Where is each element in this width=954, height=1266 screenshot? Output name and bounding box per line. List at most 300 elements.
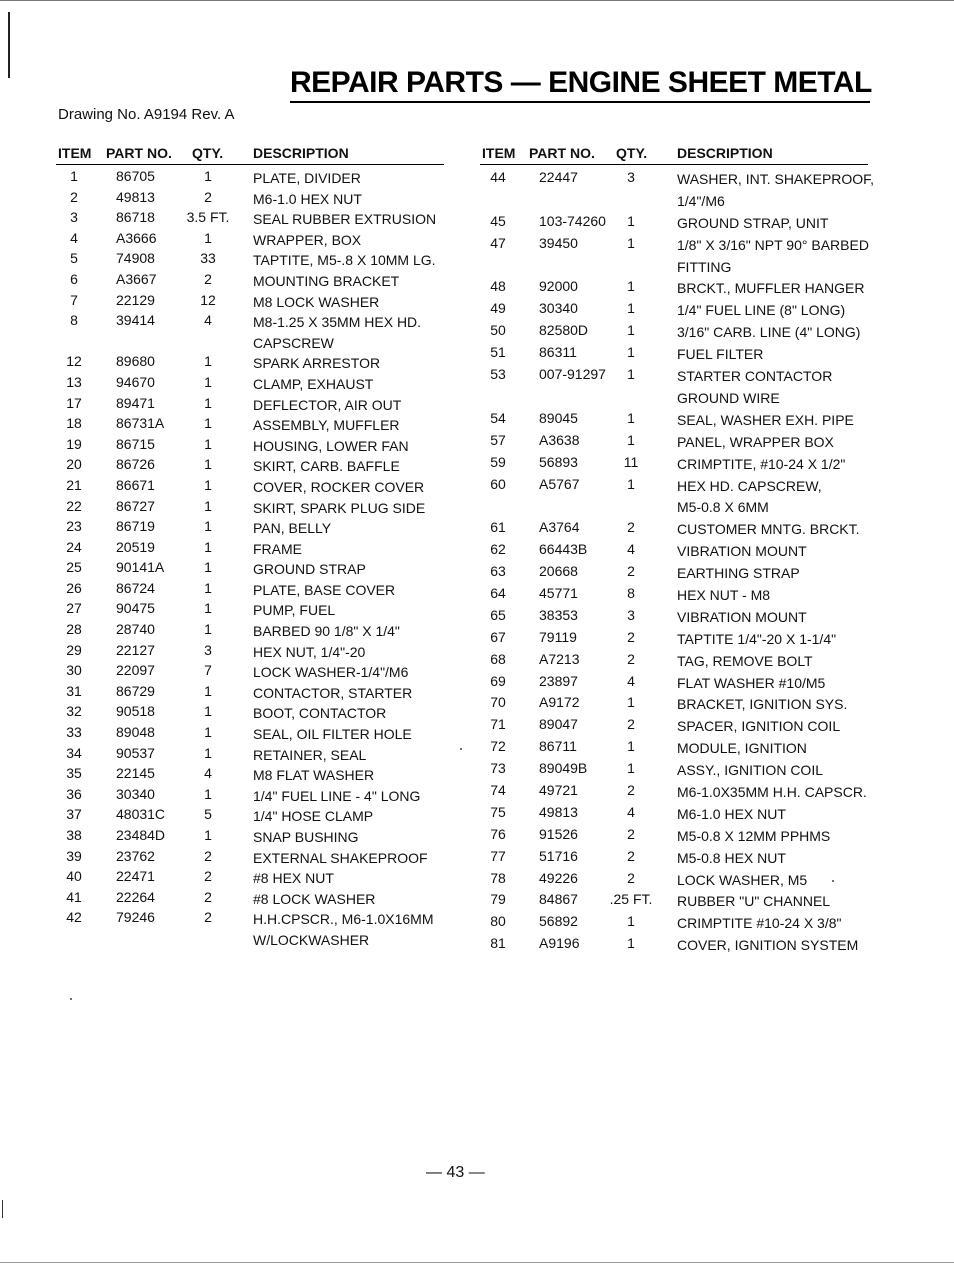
description-line: WRAPPER, BOX <box>253 231 362 248</box>
description <box>253 395 401 416</box>
description-line: FITTING <box>677 258 732 275</box>
description-line: FUEL FILTER <box>677 346 764 363</box>
item-number: 6 <box>70 270 78 287</box>
part-number: 84867 <box>539 891 578 908</box>
table-row <box>480 299 868 321</box>
quantity: 2 <box>204 868 212 885</box>
part-number: 86311 <box>539 344 577 361</box>
quantity: 1 <box>627 913 635 930</box>
table-row <box>56 167 444 188</box>
item-number: 53 <box>490 366 506 383</box>
description-line: PUMP, FUEL <box>253 602 336 619</box>
description <box>253 662 408 683</box>
description <box>677 541 807 563</box>
quantity: 1 <box>627 344 635 361</box>
part-number: 22097 <box>116 662 155 679</box>
description <box>253 168 361 189</box>
item-number: 3 <box>70 209 78 226</box>
description-line: 1/4" HOSE CLAMP <box>253 808 374 825</box>
description-line: M6-1.0 HEX NUT <box>253 190 362 207</box>
part-number: 90518 <box>116 703 155 720</box>
quantity: 2 <box>204 847 212 864</box>
description-line: M8 FLAT WASHER <box>253 767 375 784</box>
quantity: 1 <box>204 559 212 576</box>
table-row <box>56 641 444 662</box>
header-description: DESCRIPTION <box>677 145 773 161</box>
description <box>677 432 834 454</box>
item-number: 64 <box>490 584 506 601</box>
item-number: 23 <box>66 518 82 535</box>
description-line: RETAINER, SEAL <box>253 746 367 763</box>
table-row <box>480 277 868 299</box>
part-number: 39450 <box>539 234 578 251</box>
quantity: 1 <box>204 724 212 741</box>
description <box>253 559 366 580</box>
table-row <box>56 249 444 270</box>
part-number: A3666 <box>116 229 157 246</box>
description <box>253 436 409 457</box>
description <box>677 235 869 279</box>
table-row <box>56 785 444 806</box>
item-number: 68 <box>490 650 506 667</box>
description <box>677 410 854 432</box>
quantity: 1 <box>204 229 212 246</box>
quantity: 1 <box>204 518 212 535</box>
table-row <box>56 723 444 744</box>
description-line: M5-0.8 X 6MM <box>677 499 769 516</box>
part-number: A3667 <box>116 270 157 287</box>
table-row <box>480 825 868 847</box>
description <box>677 826 830 848</box>
item-number: 49 <box>490 300 506 317</box>
part-number: 86705 <box>116 168 155 184</box>
description-line: PANEL, WRAPPER BOX <box>677 433 834 450</box>
description-line: CONTACTOR, STARTER <box>253 684 413 701</box>
part-number: 90141A <box>116 559 165 576</box>
quantity: 1 <box>627 409 635 426</box>
description <box>253 230 361 251</box>
quantity: 1 <box>627 278 635 295</box>
part-number: 79119 <box>539 628 577 645</box>
table-row <box>56 764 444 785</box>
item-number: 4 <box>70 229 78 246</box>
table-row <box>56 229 444 250</box>
part-number: 90537 <box>116 744 155 761</box>
table-row <box>56 558 444 579</box>
description-line: BRACKET, IGNITION SYS. <box>677 696 848 713</box>
table-row <box>480 606 868 628</box>
item-number: 77 <box>490 847 506 864</box>
quantity: 1 <box>204 827 212 843</box>
item-number: 67 <box>490 628 506 645</box>
quantity: 1 <box>627 475 635 492</box>
description <box>253 498 425 519</box>
item-number: 32 <box>66 703 82 720</box>
table-row <box>56 847 444 868</box>
item-number: 70 <box>490 694 506 711</box>
description-line: GROUND WIRE <box>677 389 780 406</box>
item-number: 72 <box>490 738 506 755</box>
description <box>253 415 400 436</box>
description <box>677 694 847 716</box>
scan-speck <box>70 998 72 1000</box>
item-number: 19 <box>66 435 82 452</box>
quantity: 1 <box>204 394 212 411</box>
quantity: .25 FT. <box>609 891 653 908</box>
item-number: 12 <box>66 353 82 370</box>
description <box>253 703 386 724</box>
quantity: 1 <box>627 322 635 339</box>
item-number: 61 <box>490 519 506 536</box>
table-row <box>480 890 868 912</box>
item-number: 13 <box>66 373 82 390</box>
quantity: 1 <box>204 682 212 699</box>
quantity: 1 <box>204 373 212 390</box>
description-line: M6-1.0 HEX NUT <box>677 805 786 822</box>
description <box>253 683 412 704</box>
description <box>253 868 334 889</box>
item-number: 41 <box>66 888 82 905</box>
description-line: HEX NUT - M8 <box>677 586 771 603</box>
quantity: 2 <box>627 563 635 580</box>
table-row <box>480 584 868 606</box>
part-number: 22471 <box>116 868 155 885</box>
table-row <box>480 693 868 715</box>
quantity: 1 <box>204 579 212 596</box>
description-line: 1/8" X 3/16" NPT 90° BARBED <box>677 236 869 253</box>
item-number: 76 <box>490 825 506 842</box>
table-row <box>56 599 444 620</box>
description <box>677 651 813 673</box>
quantity: 4 <box>627 672 635 689</box>
quantity: 1 <box>627 366 635 383</box>
description-line: MODULE, IGNITION <box>677 740 807 757</box>
item-number: 40 <box>66 868 82 885</box>
header-part-no: PART NO. <box>529 145 595 161</box>
quantity: 11 <box>623 453 639 470</box>
quantity: 3 <box>627 169 635 185</box>
part-number: 22264 <box>116 888 155 905</box>
table-row <box>480 343 868 365</box>
description <box>253 374 373 395</box>
part-number: 23762 <box>116 847 155 864</box>
table-row <box>480 847 868 869</box>
header-part-no: PART NO. <box>106 145 172 161</box>
item-number: 29 <box>66 641 82 658</box>
description-line: GROUND STRAP, UNIT <box>677 214 829 231</box>
item-number: 47 <box>490 234 506 251</box>
table-row <box>480 781 868 803</box>
scan-speck <box>460 748 462 750</box>
description <box>253 189 362 210</box>
description-line: HEX HD. CAPSCREW, <box>677 477 822 494</box>
table-row <box>480 212 868 234</box>
description <box>253 745 366 766</box>
quantity: 4 <box>627 541 635 558</box>
description-line: SKIRT, SPARK PLUG SIDE <box>253 499 426 516</box>
item-number: 39 <box>66 847 82 864</box>
table-row <box>480 737 868 759</box>
description <box>253 271 399 292</box>
quantity: 1 <box>627 234 635 251</box>
description <box>677 891 830 913</box>
rows-right <box>480 168 875 956</box>
description <box>253 827 359 848</box>
quantity: 2 <box>204 888 212 905</box>
table-row <box>480 409 868 431</box>
table-row <box>480 321 868 343</box>
description <box>253 477 424 498</box>
description-line: TAG, REMOVE BOLT <box>677 652 813 669</box>
part-number: 89049B <box>539 760 588 777</box>
part-number: 23897 <box>539 672 578 689</box>
quantity: 1 <box>204 476 212 493</box>
description <box>677 585 770 607</box>
description <box>253 848 428 869</box>
description <box>253 580 395 601</box>
part-number: A9196 <box>539 935 580 952</box>
table-row <box>56 661 444 682</box>
part-number: 23484D <box>116 827 166 843</box>
header-qty: QTY. <box>616 145 648 161</box>
part-number: A3638 <box>539 431 580 448</box>
table-row <box>480 934 868 956</box>
description <box>253 312 421 353</box>
table-row <box>480 562 868 584</box>
description-line: CUSTOMER MNTG. BRCKT. <box>677 521 860 538</box>
description <box>253 456 400 477</box>
part-number: 007-91297 <box>539 366 606 383</box>
part-number: 30340 <box>116 785 155 802</box>
part-number: 86671 <box>116 476 155 493</box>
description-line: CRIMPTITE #10-24 X 3/8" <box>677 915 842 932</box>
description-line: PLATE, BASE COVER <box>253 581 396 598</box>
part-number: 49813 <box>539 803 578 820</box>
quantity: 3 <box>204 641 212 658</box>
description <box>253 909 433 950</box>
part-number: 48031C <box>116 806 166 823</box>
description <box>677 278 864 300</box>
description-line: SEAL, OIL FILTER HOLE <box>253 726 412 743</box>
description-line: SEAL, WASHER EXH. PIPE <box>677 411 854 428</box>
item-number: 44 <box>490 169 506 185</box>
description-line: HOUSING, LOWER FAN <box>253 437 409 454</box>
item-number: 31 <box>66 682 82 699</box>
quantity: 1 <box>204 600 212 617</box>
table-row <box>56 517 444 538</box>
quantity: 5 <box>204 806 212 823</box>
item-number: 71 <box>490 716 506 733</box>
table-row <box>56 476 444 497</box>
part-number: 45771 <box>539 584 578 601</box>
drawing-number: Drawing No. A9194 Rev. A <box>58 106 235 123</box>
table-header-left <box>56 144 444 165</box>
description <box>253 209 436 230</box>
description-line: HEX NUT, 1/4"-20 <box>253 643 366 660</box>
description-line: BOOT, CONTACTOR <box>253 705 387 722</box>
bottom-border-line <box>0 1262 954 1263</box>
description-line: GROUND STRAP <box>253 561 366 578</box>
quantity: 1 <box>204 744 212 761</box>
quantity: 1 <box>627 935 635 952</box>
part-number: 74908 <box>116 250 155 267</box>
part-number: 38353 <box>539 606 578 623</box>
item-number: 65 <box>490 606 506 623</box>
item-number: 74 <box>490 782 506 798</box>
table-row <box>56 579 444 600</box>
table-row <box>480 365 868 409</box>
item-number: 36 <box>66 785 82 802</box>
quantity: 8 <box>627 584 635 601</box>
description <box>253 353 380 374</box>
part-number: 49226 <box>539 869 578 886</box>
table-row <box>480 715 868 737</box>
description-line: 1/4" FUEL LINE - 4" LONG <box>253 787 421 804</box>
table-row <box>480 431 868 453</box>
quantity: 1 <box>204 785 212 802</box>
table-row <box>56 394 444 415</box>
part-number: 79246 <box>116 909 155 926</box>
rows-left <box>56 167 444 950</box>
description-line: #8 LOCK WASHER <box>253 890 376 907</box>
description <box>677 322 860 344</box>
item-number: 62 <box>490 541 506 558</box>
item-number: 69 <box>490 672 506 689</box>
table-row <box>56 208 444 229</box>
quantity: 1 <box>204 168 212 184</box>
description-line: SEAL RUBBER EXTRUSION <box>253 211 437 228</box>
description-line: FRAME <box>253 540 302 557</box>
description <box>677 782 867 804</box>
table-row <box>56 352 444 373</box>
table-row <box>480 234 868 278</box>
quantity: 1 <box>204 703 212 720</box>
description-line: PAN, BELLY <box>253 520 332 537</box>
description-line: PLATE, DIVIDER <box>253 170 361 186</box>
table-row <box>56 620 444 641</box>
item-number: 27 <box>66 600 82 617</box>
page-title: REPAIR PARTS — ENGINE SHEET METAL <box>290 66 872 99</box>
item-number: 50 <box>490 322 506 339</box>
header-item: ITEM <box>58 145 92 161</box>
description-line: EARTHING STRAP <box>677 565 800 582</box>
description <box>677 300 845 322</box>
description-line: DEFLECTOR, AIR OUT <box>253 396 402 413</box>
description-line: W/LOCKWASHER <box>253 931 370 948</box>
part-number: 39414 <box>116 312 155 329</box>
description <box>253 600 335 621</box>
quantity: 2 <box>627 869 635 886</box>
quantity: 1 <box>627 431 635 448</box>
description <box>677 738 807 760</box>
table-row <box>56 270 444 291</box>
description-line: 1/4"/M6 <box>677 192 725 209</box>
quantity: 2 <box>627 716 635 733</box>
quantity: 2 <box>627 650 635 667</box>
description-line: CLAMP, EXHAUST <box>253 375 374 392</box>
item-number: 63 <box>490 563 506 580</box>
quantity: 12 <box>200 291 216 308</box>
description <box>677 366 832 410</box>
scan-speck <box>832 880 834 882</box>
table-row <box>480 869 868 891</box>
description <box>677 848 786 870</box>
part-number: 20668 <box>539 563 578 580</box>
description-line: SKIRT, CARB. BAFFLE <box>253 458 400 475</box>
quantity: 1 <box>627 738 635 755</box>
description-line: M5-0.8 HEX NUT <box>677 849 786 866</box>
top-border-line <box>0 0 954 1</box>
description <box>677 519 860 541</box>
part-number: 49813 <box>116 188 155 205</box>
table-row <box>56 702 444 723</box>
quantity: 2 <box>627 782 635 798</box>
table-row <box>56 805 444 826</box>
description-line: M8 LOCK WASHER <box>253 293 380 310</box>
item-number: 35 <box>66 765 82 782</box>
quantity: 1 <box>204 538 212 555</box>
part-number: 86729 <box>116 682 155 699</box>
description <box>253 724 412 745</box>
part-number: 86724 <box>116 579 155 596</box>
table-row <box>56 888 444 909</box>
part-number: 22129 <box>116 291 155 308</box>
quantity: 3 <box>627 606 635 623</box>
item-number: 21 <box>66 476 82 493</box>
description-line: TAPTITE 1/4"-20 X 1-1/4" <box>677 630 837 647</box>
item-number: 18 <box>66 415 82 432</box>
table-row <box>56 291 444 312</box>
table-row <box>480 518 868 540</box>
item-number: 33 <box>66 724 82 741</box>
description-line: SPACER, IGNITION COIL <box>677 718 841 735</box>
part-number: 66443B <box>539 541 588 558</box>
quantity: 2 <box>204 909 212 926</box>
description-line: LOCK WASHER, M5 <box>677 871 808 888</box>
part-number: 51716 <box>539 847 578 864</box>
description-line: H.H.CPSCR., M6-1.0X16MM <box>253 911 434 928</box>
quantity: 2 <box>627 628 635 645</box>
table-row <box>480 453 868 475</box>
table-row <box>56 435 444 456</box>
quantity: 1 <box>627 694 635 711</box>
description <box>253 765 374 786</box>
part-number: 22145 <box>116 765 155 782</box>
item-number: 26 <box>66 579 82 596</box>
header-item: ITEM <box>482 145 516 161</box>
description <box>677 213 828 235</box>
description <box>253 250 436 271</box>
item-number: 54 <box>490 409 506 426</box>
quantity: 2 <box>204 188 212 205</box>
part-number: 30340 <box>539 300 578 317</box>
quantity: 2 <box>627 825 635 842</box>
item-number: 60 <box>490 475 506 492</box>
part-number: 28740 <box>116 621 155 638</box>
quantity: 1 <box>204 456 212 473</box>
description-line: TAPTITE, M5-.8 X 10MM LG. <box>253 252 436 269</box>
table-row <box>56 908 444 949</box>
description <box>677 476 822 520</box>
table-row <box>480 803 868 825</box>
part-number: 56893 <box>539 453 578 470</box>
description <box>253 889 375 910</box>
description-line: FLAT WASHER #10/M5 <box>677 674 826 691</box>
item-number: 59 <box>490 453 506 470</box>
table-header-right <box>480 144 868 165</box>
item-number: 80 <box>490 913 506 930</box>
part-number: 91526 <box>539 825 578 842</box>
